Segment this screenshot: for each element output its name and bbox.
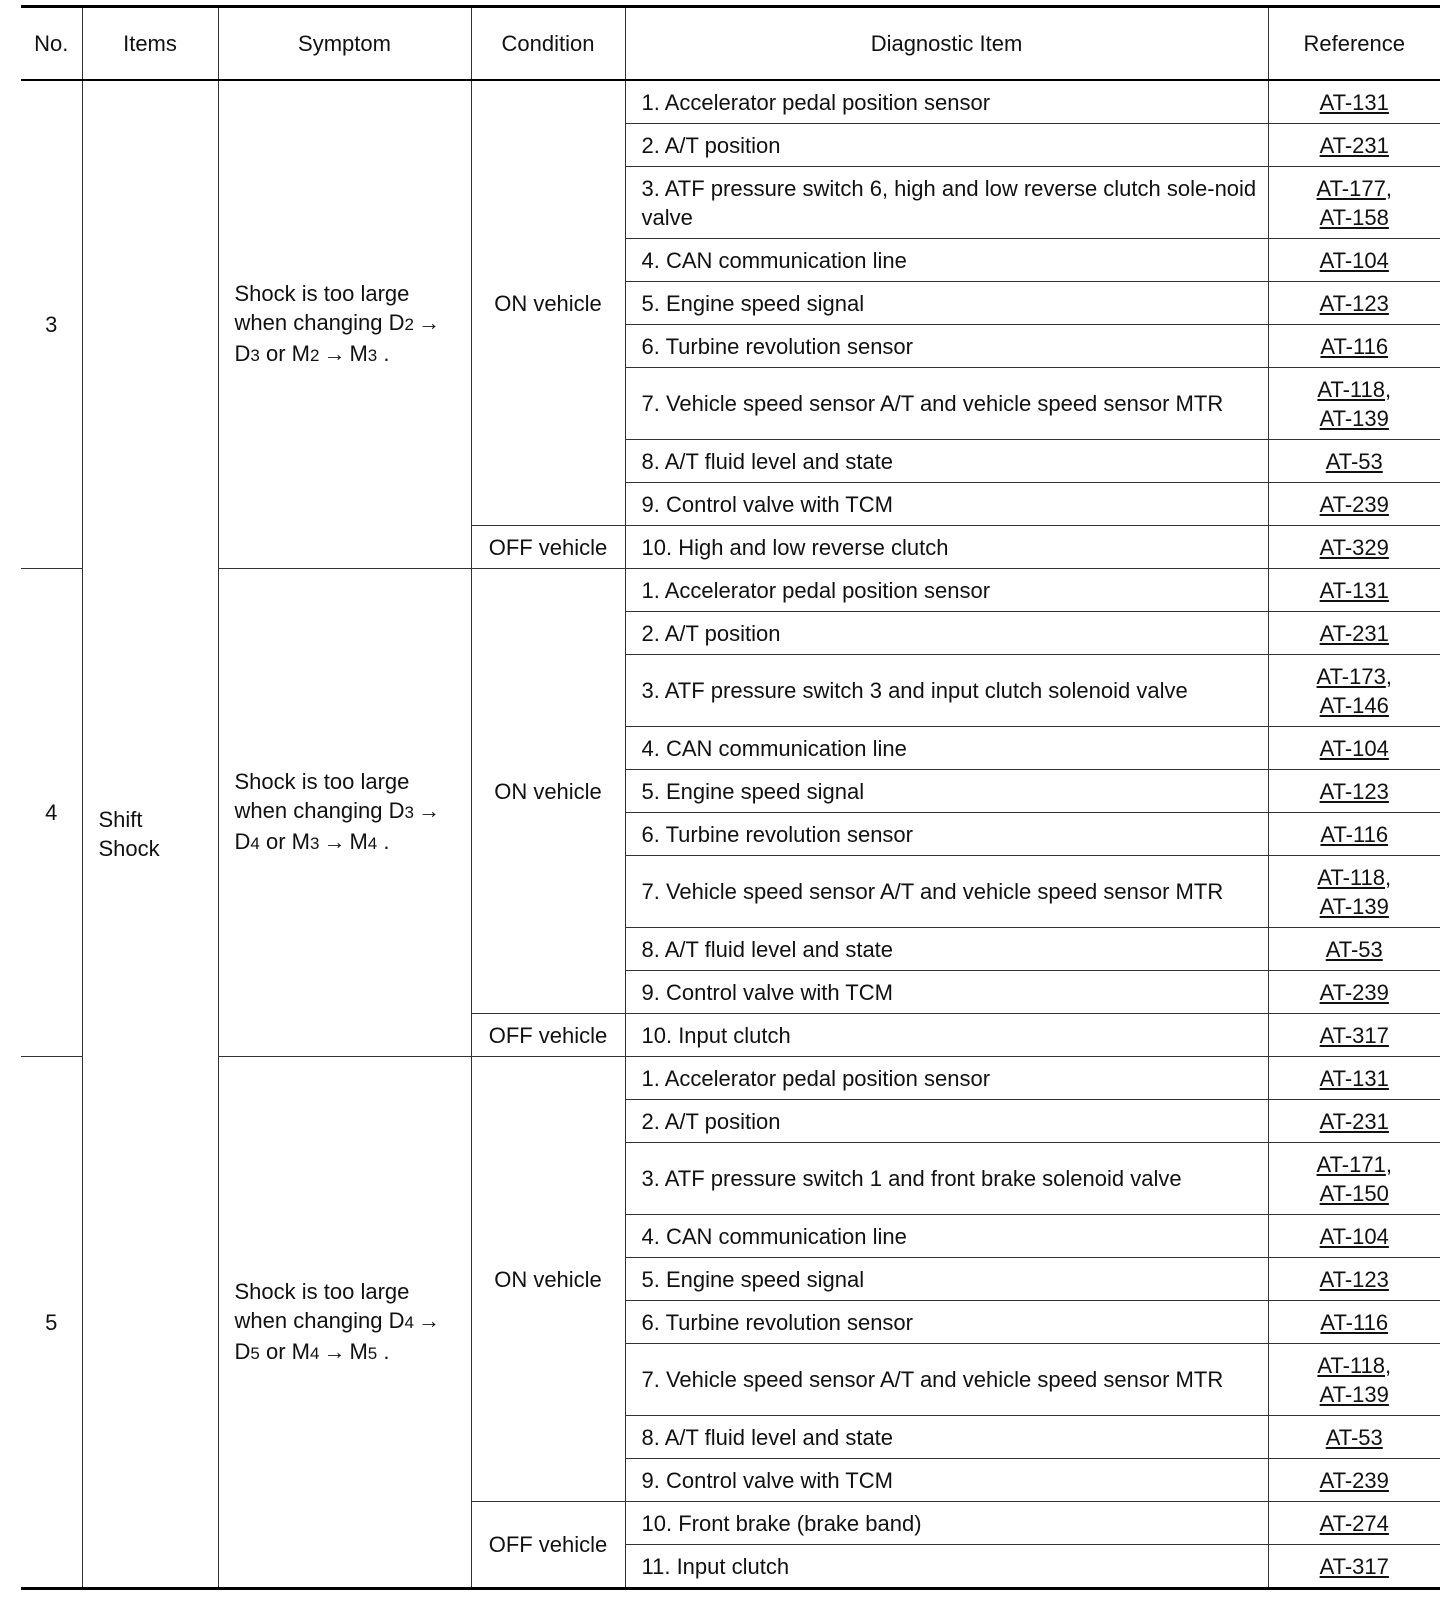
reference-link[interactable]: AT-53	[1325, 936, 1383, 962]
reference-link[interactable]: AT-116	[1320, 821, 1389, 847]
diagnostic-item: 6. Turbine revolution sensor	[625, 813, 1268, 856]
reference-cell	[1268, 612, 1440, 655]
table-row	[21, 569, 1440, 612]
reference-link[interactable]: AT-104	[1319, 247, 1389, 273]
arrow-icon: →	[417, 310, 440, 335]
reference-link[interactable]: AT-158	[1319, 204, 1389, 230]
condition-on-vehicle: ON vehicle	[471, 1057, 625, 1502]
condition-on-vehicle: ON vehicle	[471, 569, 625, 1014]
reference-cell	[1268, 813, 1440, 856]
reference-cell	[1268, 239, 1440, 282]
reference-link[interactable]: AT-104	[1319, 1223, 1389, 1249]
header-no: No.	[21, 7, 82, 81]
diagnostic-item: 2. A/T position	[625, 612, 1268, 655]
arrow-icon: →	[417, 1307, 440, 1333]
diagnostic-item: 1. Accelerator pedal position sensor	[625, 1057, 1268, 1100]
reference-cell	[1268, 928, 1440, 971]
gear-to-m: 5	[367, 1343, 378, 1363]
reference-cell: AT-118, AT-139	[1268, 1344, 1440, 1416]
gear-to-d: 3	[250, 346, 260, 365]
reference-link[interactable]: AT-131	[1319, 1065, 1389, 1091]
arrow-icon: →	[417, 798, 440, 823]
reference-link[interactable]: AT-239	[1319, 1467, 1389, 1493]
reference-link[interactable]: AT-231	[1319, 132, 1389, 158]
reference-link[interactable]: AT-317	[1319, 1022, 1389, 1048]
condition-off-vehicle: OFF vehicle	[471, 1502, 625, 1589]
reference-cell	[1268, 1258, 1440, 1301]
diagnostic-item: 6. Turbine revolution sensor	[625, 1301, 1268, 1344]
diagnostic-item: 5. Engine speed signal	[625, 282, 1268, 325]
reference-link[interactable]: AT-150	[1319, 1180, 1389, 1206]
symptom-cell	[218, 1057, 471, 1589]
reference-cell	[1268, 526, 1440, 569]
diagnostic-item: 3. ATF pressure switch 1 and front brake solenoid valve	[625, 1143, 1268, 1215]
reference-cell: AT-177, AT-158	[1268, 167, 1440, 239]
row-number: 4	[21, 569, 82, 1057]
reference-cell	[1268, 80, 1440, 124]
diagnostic-item: 4. CAN communication line	[625, 727, 1268, 770]
symptom-or-m: or M	[259, 1338, 310, 1364]
arrow-icon: →	[323, 341, 346, 366]
reference-link[interactable]: AT-171	[1316, 1151, 1386, 1177]
diagnostic-item: 4. CAN communication line	[625, 1215, 1268, 1258]
diagnostic-item: 7. Vehicle speed sensor A/T and vehicle speed sensor MTR	[625, 856, 1268, 928]
diagnostic-item: 6. Turbine revolution sensor	[625, 325, 1268, 368]
symptom-m-letter: M	[349, 829, 368, 854]
reference-link[interactable]: AT-146	[1319, 692, 1389, 718]
gear-to-d: 5	[250, 1343, 260, 1363]
diagnostic-item: 1. Accelerator pedal position sensor	[625, 569, 1268, 612]
item-name-line1: Shift	[98, 807, 143, 832]
reference-link[interactable]: AT-139	[1319, 893, 1389, 919]
symptom-d-letter: D	[234, 1338, 251, 1364]
arrow-icon: →	[323, 1338, 346, 1364]
diagnostic-item: 8. A/T fluid level and state	[625, 440, 1268, 483]
reference-link[interactable]: AT-131	[1319, 577, 1389, 603]
diagnostic-item: 10. Front brake (brake band)	[625, 1502, 1268, 1545]
reference-cell	[1268, 971, 1440, 1014]
diagnostic-item: 8. A/T fluid level and state	[625, 1416, 1268, 1459]
reference-cell	[1268, 1057, 1440, 1100]
header-items: Items	[82, 7, 218, 81]
symptom-or-m: or M	[259, 341, 310, 366]
reference-link[interactable]: AT-116	[1320, 1309, 1389, 1335]
diagnostic-item: 7. Vehicle speed sensor A/T and vehicle speed sensor MTR	[625, 1344, 1268, 1416]
header-reference: Reference	[1268, 7, 1440, 81]
diagnostic-item: 8. A/T fluid level and state	[625, 928, 1268, 971]
reference-link[interactable]: AT-239	[1319, 491, 1389, 517]
header-condition: Condition	[471, 7, 625, 81]
symptom-line1: Shock is too large	[234, 769, 410, 794]
reference-cell	[1268, 325, 1440, 368]
item-name-line2: Shock	[98, 836, 160, 861]
gear-from-m: 2	[309, 346, 320, 365]
reference-link[interactable]: AT-53	[1325, 448, 1383, 474]
reference-link[interactable]: AT-239	[1319, 979, 1389, 1005]
diagnostic-item: 5. Engine speed signal	[625, 770, 1268, 813]
reference-link[interactable]: AT-329	[1319, 534, 1389, 560]
diagnostic-item: 2. A/T position	[625, 124, 1268, 167]
condition-off-vehicle: OFF vehicle	[471, 526, 625, 569]
reference-link[interactable]: AT-131	[1319, 89, 1389, 115]
reference-cell	[1268, 483, 1440, 526]
diagnostic-item: 11. Input clutch	[625, 1545, 1268, 1589]
gear-from-d: 3	[404, 803, 414, 822]
reference-cell	[1268, 1416, 1440, 1459]
reference-cell	[1268, 1100, 1440, 1143]
reference-cell	[1268, 1014, 1440, 1057]
symptom-line1: Shock is too large	[234, 1278, 410, 1304]
reference-link[interactable]: AT-139	[1319, 1381, 1389, 1407]
row-number: 3	[21, 80, 82, 569]
diagnostic-item: 10. Input clutch	[625, 1014, 1268, 1057]
reference-cell: AT-118, AT-139	[1268, 856, 1440, 928]
reference-link[interactable]: AT-317	[1319, 1553, 1389, 1579]
arrow-icon: →	[323, 829, 346, 854]
symptom-d-letter: D	[234, 341, 251, 366]
reference-link[interactable]: AT-104	[1319, 735, 1389, 761]
symptom-d-letter: D	[234, 829, 251, 854]
symptom-m-letter: M	[349, 1338, 368, 1364]
reference-link[interactable]: AT-123	[1319, 1266, 1389, 1292]
gear-to-m: 4	[367, 834, 378, 853]
gear-to-m: 3	[367, 346, 378, 365]
symptom-end: .	[377, 829, 390, 854]
symptom-cell	[218, 80, 471, 569]
diagnostic-item: 1. Accelerator pedal position sensor	[625, 80, 1268, 124]
table-row	[21, 1057, 1440, 1100]
reference-link[interactable]: AT-173	[1316, 663, 1386, 689]
header-row	[21, 7, 1440, 81]
reference-cell: AT-171, AT-150	[1268, 1143, 1440, 1215]
reference-cell	[1268, 124, 1440, 167]
diagnostic-item: 4. CAN communication line	[625, 239, 1268, 282]
reference-cell	[1268, 1301, 1440, 1344]
reference-cell	[1268, 770, 1440, 813]
symptom-end: .	[377, 341, 390, 366]
reference-link[interactable]: AT-118	[1317, 1352, 1386, 1378]
symptom-line2: when changing D	[234, 1307, 405, 1333]
reference-cell	[1268, 1545, 1440, 1589]
reference-link[interactable]: AT-116	[1320, 333, 1389, 359]
reference-link[interactable]: AT-231	[1319, 1108, 1389, 1134]
reference-cell	[1268, 1215, 1440, 1258]
symptom-or-m: or M	[259, 829, 310, 854]
diagnostic-item: 7. Vehicle speed sensor A/T and vehicle speed sensor MTR	[625, 368, 1268, 440]
symptom-line2: when changing D	[234, 310, 405, 335]
gear-from-d: 2	[404, 315, 414, 334]
diagnostic-item: 3. ATF pressure switch 6, high and low reverse clutch sole-noid valve	[625, 167, 1268, 239]
reference-cell	[1268, 569, 1440, 612]
header-symptom: Symptom	[218, 7, 471, 81]
diagnostic-item: 2. A/T position	[625, 1100, 1268, 1143]
symptom-m-letter: M	[349, 341, 368, 366]
reference-link[interactable]: AT-53	[1325, 1424, 1383, 1450]
reference-link[interactable]: AT-231	[1319, 620, 1389, 646]
gear-from-m: 3	[309, 834, 320, 853]
reference-link[interactable]: AT-139	[1319, 405, 1389, 431]
gear-from-d: 4	[404, 1312, 414, 1332]
reference-link[interactable]: AT-177	[1316, 175, 1386, 201]
table-row	[21, 80, 1440, 124]
gear-from-m: 4	[309, 1343, 320, 1363]
symptom-end: .	[377, 1338, 390, 1364]
condition-off-vehicle: OFF vehicle	[471, 1014, 625, 1057]
reference-link[interactable]: AT-118	[1317, 864, 1386, 890]
reference-cell: AT-118, AT-139	[1268, 368, 1440, 440]
diagnostic-item: 9. Control valve with TCM	[625, 971, 1268, 1014]
reference-link[interactable]: AT-123	[1319, 290, 1389, 316]
reference-link[interactable]: AT-118	[1317, 376, 1386, 402]
condition-on-vehicle: ON vehicle	[471, 80, 625, 526]
symptom-line1: Shock is too large	[234, 281, 410, 306]
diagnostic-item: 9. Control valve with TCM	[625, 1459, 1268, 1502]
symptom-cell	[218, 569, 471, 1057]
reference-link[interactable]: AT-123	[1319, 778, 1389, 804]
diagnosis-table	[21, 5, 1440, 1590]
reference-cell	[1268, 440, 1440, 483]
reference-cell	[1268, 1502, 1440, 1545]
reference-cell: AT-173, AT-146	[1268, 655, 1440, 727]
diagnostic-item: 9. Control valve with TCM	[625, 483, 1268, 526]
symptom-line2: when changing D	[234, 798, 405, 823]
header-diagnostic-item: Diagnostic Item	[625, 7, 1268, 81]
diagnostic-item: 3. ATF pressure switch 3 and input clutch solenoid valve	[625, 655, 1268, 727]
gear-to-d: 4	[250, 834, 260, 853]
diagnostic-item: 10. High and low reverse clutch	[625, 526, 1268, 569]
reference-cell	[1268, 727, 1440, 770]
reference-cell	[1268, 282, 1440, 325]
items-cell	[82, 80, 218, 1589]
reference-cell	[1268, 1459, 1440, 1502]
diagnostic-item: 5. Engine speed signal	[625, 1258, 1268, 1301]
row-number: 5	[21, 1057, 82, 1589]
reference-link[interactable]: AT-274	[1319, 1510, 1389, 1536]
